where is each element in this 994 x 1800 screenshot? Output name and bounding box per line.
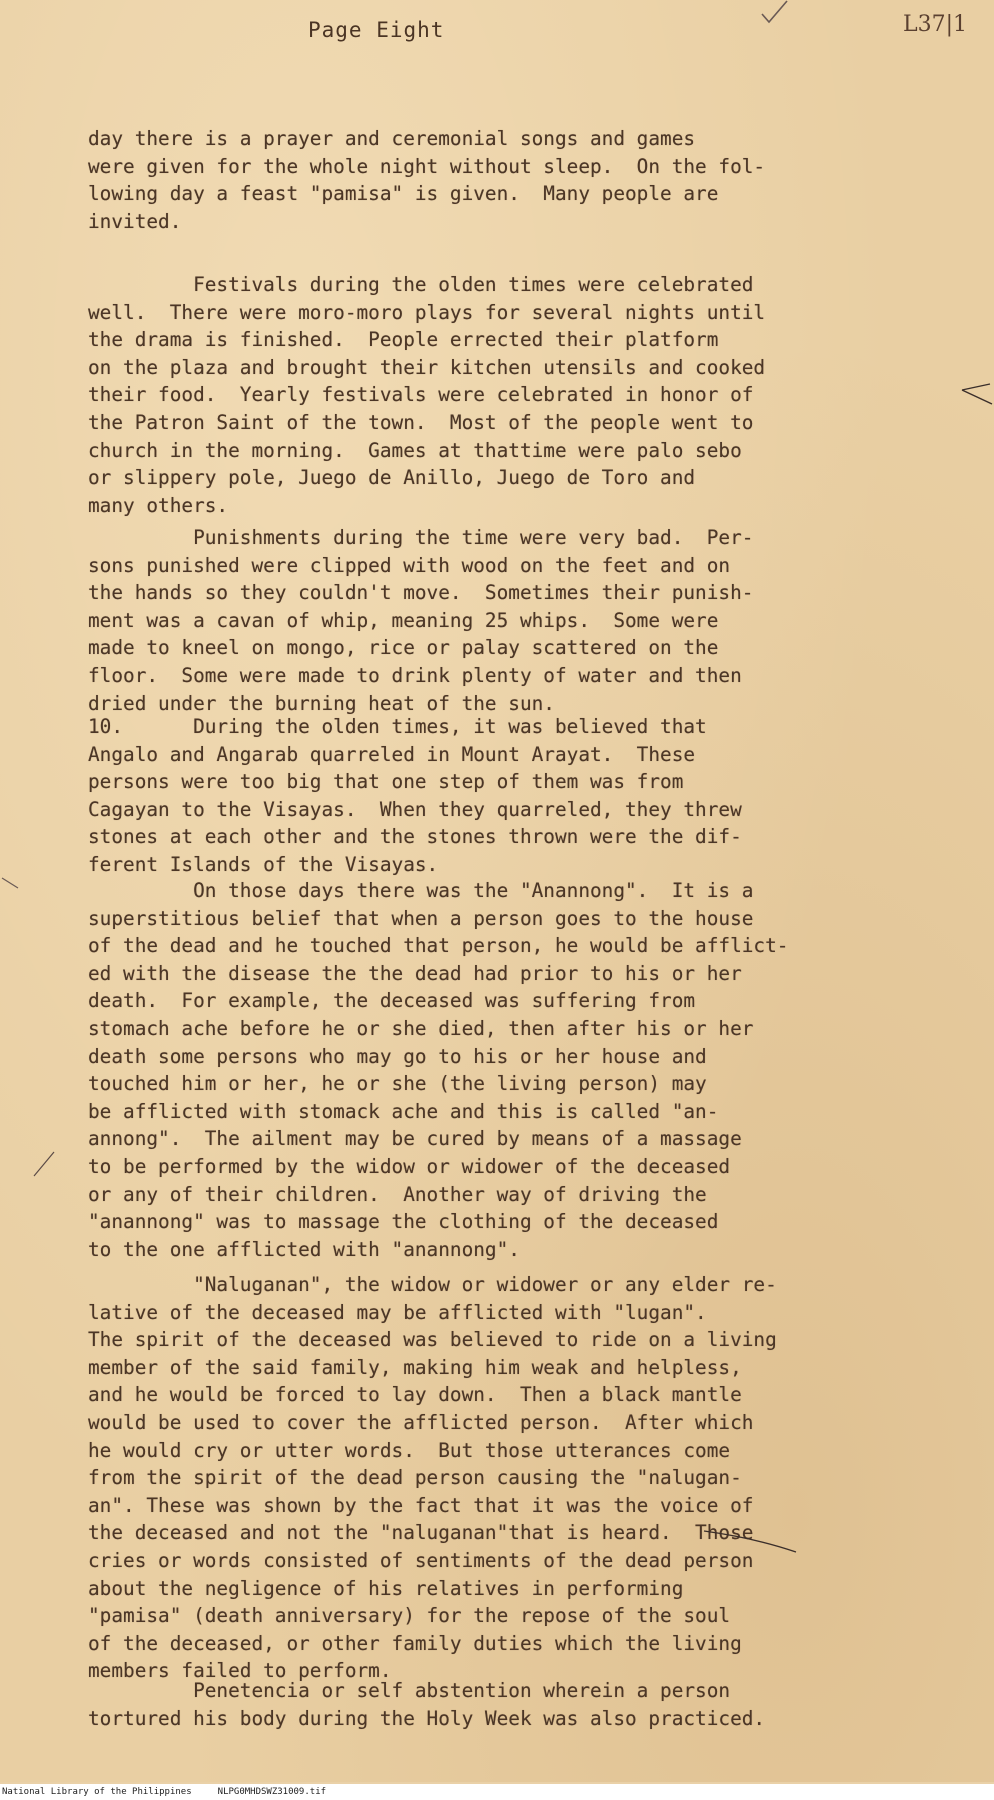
paragraph-festivals: Festivals during the olden times were celebrated well. There were moro-moro plays for several nights until the drama is finished. People errected their platform on the plaza and brought their kitchen utensils and cooked their food. Yearly festivals were celebrated in honor of the Patron Saint of the town. Most of the people went to church in the morning. Games at thattime were palo sebo or slippery pole, Juego de Anillo, Juego de Toro and many others.	[88, 273, 766, 517]
catalog-mark: L37|1	[903, 12, 968, 37]
margin-stroke-mark-icon	[32, 1148, 56, 1178]
paragraph-anannong: On those days there was the "Anannong". It is a superstitious belief that when a person goes to the house of the dead and he touched that person, he would be afflict- ed with the disease the the dead had prior to his or her death. For example, the deceased was suffering from stomach ache before he or she died, then after his or her death some persons who may go to his or her house and touched him or her, he or she (the living person) may be afflicted with stomack ache and this is called "an- annong". The ailment may be cured by means of a massage to be performed by the widow or widower of the deceased or any of their children. Another way of driving the "anannong" was to massage the clothing of the deceased to the one afflicted with "anannong".	[88, 879, 789, 1261]
check-mark-icon	[760, 0, 790, 30]
strike-pencil-mark-icon	[700, 1528, 800, 1554]
paragraph-punishments: Punishments during the time were very bad. Per- sons punished were clipped with wood on the feet and on the hands so they couldn't move. Sometimes their punish- ment was a cavan of whip, meaning 25 whips. Some were made to kneel on mongo, rice or palay scattered on the floor. Some were made to drink plenty of water and then dried under the burning heat of the sun.	[88, 526, 754, 715]
typed-body	[88, 125, 948, 1732]
paragraph-naluganan: "Naluganan", the widow or widower or any elder re- lative of the deceased may be afflicted with "lugan". The spirit of the deceased was believed to ride on a living member of the said family, making him weak and helpless, and he would be forced to lay down. Then a black mantle would be used to cover the afflicted person. After which he would cry or utter words. But those utterances come from the spirit of the dead person causing the "nalugan- an". These was shown by the fact that it was the voice of the deceased and not the "naluganan"that is heard. Those cries or words consisted of sentiments of the dead person about the negligence of his relatives in performing "pamisa" (death anniversary) for the repose of the soul of the deceased, or other family duties which the living members failed to perform.	[88, 1273, 777, 1683]
institution-label: National Library of the Philippines	[2, 1787, 192, 1797]
file-id-label: NLPG0MHDSWZ31009.tif	[217, 1787, 327, 1797]
paragraph-angalo-angarab: 10. During the olden times, it was believed that Angalo and Angarab quarreled in Mount Arayat. These persons were too big that one step of them was from Cagayan to the Visayas. When they quarreled, they threw stones at each other and the stones thrown were the dif- ferent Islands of the Visayas.	[88, 715, 742, 876]
paragraph-feast: day there is a prayer and ceremonial songs and games were given for the whole night without sleep. On the fol- lowing day a feast "pamisa" is given. Many people are invited.	[88, 127, 766, 233]
margin-pencil-mark-icon	[960, 380, 994, 414]
page-heading: Page Eight	[308, 18, 445, 42]
scan-footer	[0, 1784, 994, 1800]
paragraph-penetencia: Penetencia or self abstention wherein a person tortured his body during the Holy Week was also practiced.	[88, 1679, 766, 1730]
edge-pencil-mark-icon	[0, 876, 20, 890]
